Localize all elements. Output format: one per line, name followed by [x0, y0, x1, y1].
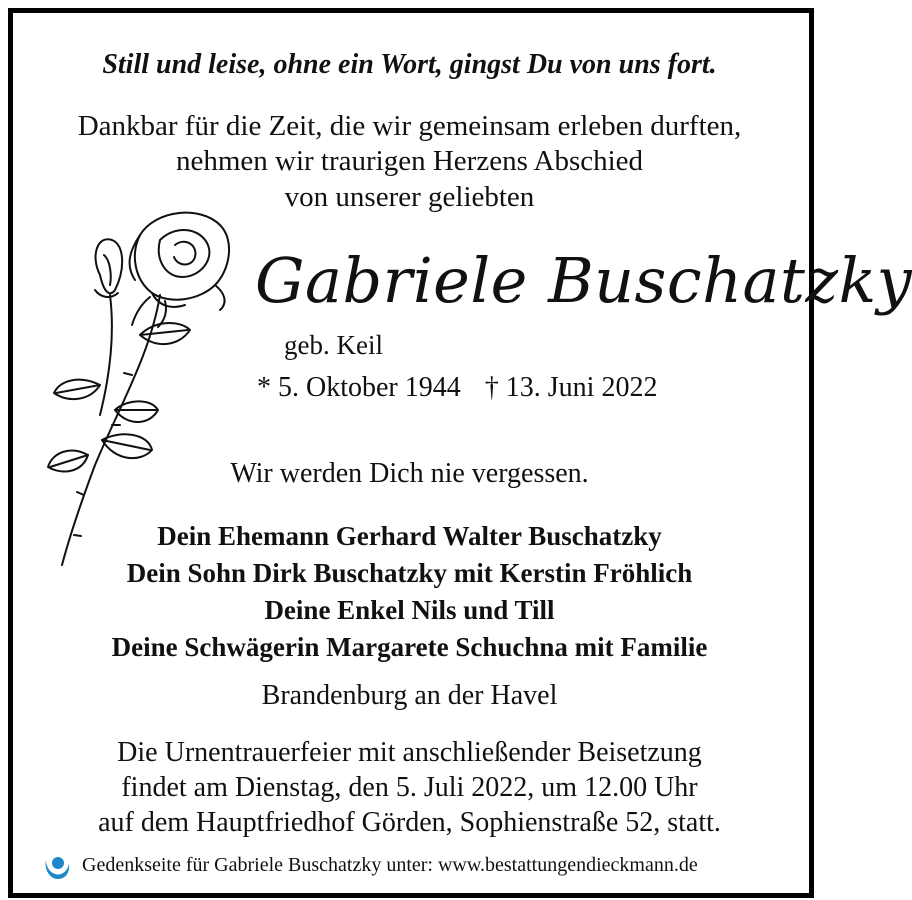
- remembrance-line: Wir werden Dich nie vergessen.: [230, 458, 589, 489]
- life-dates: [257, 372, 657, 404]
- mourner-line: Dein Sohn Dirk Buschatzky mit Kerstin Fröhlich: [126, 558, 693, 588]
- death-date: † 13. Juni 2022: [484, 372, 658, 403]
- mourner-line: Dein Ehemann Gerhard Walter Buschatzky: [157, 521, 662, 551]
- intro-line-2: nehmen wir traurigen Herzens Abschied: [175, 145, 644, 177]
- motto: Still und leise, ohne ein Wort, gingst Du von uns fort.: [102, 49, 717, 80]
- city: Brandenburg an der Havel: [261, 680, 558, 711]
- intro-line-1: Dankbar für die Zeit, die wir gemeinsam erleben durften,: [77, 110, 742, 142]
- rose-illustration: [40, 205, 250, 570]
- service-line: auf dem Hauptfriedhof Görden, Sophienstraße 52, statt.: [98, 807, 721, 838]
- service-line: findet am Dienstag, den 5. Juli 2022, um 12.00 Uhr: [121, 772, 698, 803]
- footer: [40, 850, 780, 880]
- mourner-line: Deine Schwägerin Margarete Schuchna mit Familie: [111, 632, 708, 662]
- mourner-line: Deine Enkel Nils und Till: [264, 595, 555, 625]
- deceased-name: Gabriele Buschatzky: [255, 244, 912, 317]
- birth-date: * 5. Oktober 1944: [257, 372, 461, 403]
- footer-text: Gedenkseite für Gabriele Buschatzky unter: www.bestattungendieckmann.de: [82, 854, 698, 876]
- mourners-list: [0, 518, 819, 666]
- service-line: Die Urnentrauerfeier mit anschließender Beisetzung: [117, 737, 702, 768]
- memorial-logo-icon: [40, 850, 72, 882]
- maiden-name: geb. Keil: [284, 330, 383, 360]
- service-details: [0, 735, 819, 840]
- intro-line-3: von unserer geliebten: [284, 181, 535, 213]
